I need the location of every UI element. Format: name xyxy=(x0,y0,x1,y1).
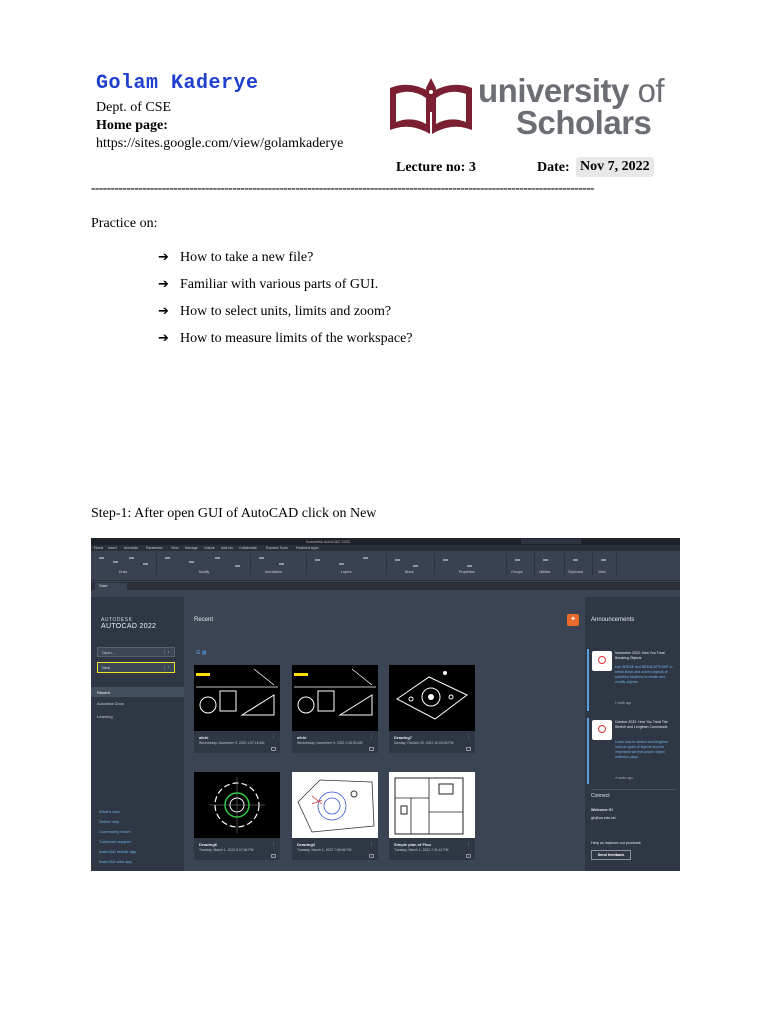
list-item: ➔ Familiar with various parts of GUI. xyxy=(158,277,379,292)
pin-icon[interactable] xyxy=(466,854,471,858)
ribbon-group-utilities[interactable]: Utilities xyxy=(537,553,565,575)
ribbon-group-layers[interactable]: Layers xyxy=(309,553,387,575)
document-tabs xyxy=(91,582,680,590)
date-label: Date: xyxy=(537,160,570,175)
author-name: Golam Kaderye xyxy=(96,72,259,95)
date-value: Nov 7, 2022 xyxy=(576,157,654,177)
logo-scholars-text: Scholars xyxy=(516,104,652,141)
nav-recent[interactable]: Recent xyxy=(91,687,184,697)
department: Dept. of CSE xyxy=(96,100,172,115)
pin-icon[interactable] xyxy=(271,747,276,751)
help-improve-text: Help us improve our products xyxy=(591,841,641,845)
arrow-icon: ➔ xyxy=(158,304,169,319)
file-date: Wednesday, November 9, 2022 1:57:16 AM xyxy=(199,741,265,745)
tab-home[interactable]: Home xyxy=(94,546,104,550)
link-customer-support[interactable]: Customer support xyxy=(99,839,131,844)
more-options-icon[interactable]: ⋮ xyxy=(369,734,374,740)
announcements-heading: Announcements xyxy=(591,617,635,623)
tab-collaborate[interactable]: Collaborate xyxy=(239,546,257,550)
link-whats-new[interactable]: What's new xyxy=(99,809,120,814)
drawing-thumbnail xyxy=(389,772,475,838)
announcements-pane xyxy=(585,597,680,871)
announcement-age: 4 weeks ago xyxy=(615,776,633,780)
autocad-brand: AUTOCAD 2022 xyxy=(101,623,157,630)
file-date: Tuesday, March 1, 2022 7:50:06 PM xyxy=(297,848,352,852)
connect-heading: Connect xyxy=(591,793,610,799)
open-button[interactable]: Open... ▾ xyxy=(97,647,175,657)
announcement-card[interactable] xyxy=(587,649,677,711)
more-options-icon[interactable]: ⋮ xyxy=(369,841,374,847)
arrow-icon: ➔ xyxy=(158,277,169,292)
megaphone-icon[interactable]: ✦ xyxy=(567,614,579,626)
tab-featured-apps[interactable]: Featured Apps xyxy=(296,546,319,550)
send-feedback-button[interactable]: Send feedback xyxy=(591,850,631,860)
file-date: Tuesday, March 1, 2022 8:17:48 PM xyxy=(199,848,254,852)
ribbon-group-block[interactable]: Block xyxy=(389,553,435,575)
announcement-age: 1 week ago xyxy=(615,701,632,705)
tab-output[interactable]: Output xyxy=(204,546,215,550)
tab-annotate[interactable]: Annotate xyxy=(124,546,139,550)
tab-start[interactable]: Start xyxy=(95,583,127,590)
ribbon-group-clipboard[interactable]: Clipboard xyxy=(567,553,593,575)
announcement-card[interactable] xyxy=(587,718,677,784)
tab-insert[interactable]: Insert xyxy=(108,546,117,550)
list-item: ➔ How to measure limits of the workspace? xyxy=(158,331,413,346)
book-pen-icon xyxy=(388,78,474,136)
pin-icon[interactable] xyxy=(369,854,374,858)
practice-list xyxy=(158,250,413,358)
search-box[interactable] xyxy=(521,539,581,544)
homepage-label: Home page: xyxy=(96,118,168,133)
ribbon-group-modify[interactable]: Modify xyxy=(159,553,251,575)
divider xyxy=(591,789,676,790)
link-online-help[interactable]: Online help xyxy=(99,819,120,824)
link-mobile-app[interactable]: AutoCAD mobile app xyxy=(99,849,137,854)
announcement-title: November 2022: How You Treat Breaking Objects xyxy=(615,651,665,660)
lecture-number: Lecture no: 3 xyxy=(396,160,476,175)
more-options-icon[interactable]: ⋮ xyxy=(466,841,471,847)
file-name: Simple plan of Floo xyxy=(394,842,431,847)
university-logo xyxy=(388,74,678,140)
logo-university-text: university of xyxy=(478,72,665,109)
ribbon-group-draw[interactable]: Draw xyxy=(93,553,157,575)
more-options-icon[interactable]: ⋮ xyxy=(466,734,471,740)
drawing-thumbnail xyxy=(194,665,280,731)
nav-learning[interactable]: Learning xyxy=(97,714,113,719)
dashed-divider: -------------------------------------------------------------------------------------------------------------------------------- xyxy=(91,180,594,195)
ribbon-group-annotation[interactable]: Annotation xyxy=(253,553,307,575)
file-date: Tuesday, March 1, 2022 7:31:42 PM xyxy=(394,848,449,852)
file-name: afchi xyxy=(199,735,209,740)
pin-icon[interactable] xyxy=(271,854,276,858)
recent-file-card[interactable] xyxy=(292,665,378,753)
tab-manage[interactable]: Manage xyxy=(185,546,198,550)
file-date: Wednesday, November 9, 2022 1:48:33 AM xyxy=(297,741,363,745)
file-name: Drawing3 xyxy=(297,842,316,847)
more-options-icon[interactable]: ⋮ xyxy=(271,734,276,740)
autocad-screenshot xyxy=(91,538,680,871)
tab-parametric[interactable]: Parametric xyxy=(146,546,163,550)
recent-file-card[interactable] xyxy=(194,665,280,753)
recent-file-card[interactable] xyxy=(389,665,475,753)
arrow-icon: ➔ xyxy=(158,331,169,346)
ribbon-group-groups[interactable]: Groups xyxy=(509,553,535,575)
lightbulb-icon xyxy=(592,720,612,740)
announcement-body[interactable]: Use BREAK and BREAKATPOINT to break linear and curved objects at specified locations to create and modify objects. xyxy=(615,665,673,684)
list-item: ➔ How to select units, limits and zoom? xyxy=(158,304,392,319)
autodesk-brand: AUTODESK xyxy=(101,617,133,623)
ribbon-group-properties[interactable]: Properties xyxy=(437,553,507,575)
tab-express-tools[interactable]: Express Tools xyxy=(266,546,288,550)
step-1-text: Step-1: After open GUI of AutoCAD click on New xyxy=(91,506,377,521)
drawing-thumbnail xyxy=(389,665,475,731)
window-title: Autodesk AutoCAD 2022 xyxy=(306,539,351,544)
chevron-down-icon[interactable]: ▾ xyxy=(164,665,172,670)
view-toggle-icons[interactable]: ☰ ▦ xyxy=(196,650,207,656)
user-email: gk@us.edu.bd xyxy=(591,816,616,820)
announcement-body[interactable]: Learn how to stretch and lengthen various types of objects and the important role that proper object selection plays. xyxy=(615,740,668,759)
practice-heading: Practice on: xyxy=(91,216,158,231)
welcome-text: Welcome G! xyxy=(591,808,613,812)
start-left-pane xyxy=(91,597,184,871)
announcement-title: October 2022: How You Treat The Stretch and Lengthen Commands xyxy=(615,720,668,729)
tab-view[interactable]: View xyxy=(171,546,179,550)
file-date: Sunday, October 30, 2022 10:03:06 PM xyxy=(394,741,454,745)
file-name: afchi xyxy=(297,735,307,740)
chevron-down-icon[interactable]: ▾ xyxy=(164,650,172,655)
title-bar xyxy=(91,538,680,545)
list-item: ➔ How to take a new file? xyxy=(158,250,314,265)
file-name: Drawing6 xyxy=(199,842,218,847)
homepage-url: https://sites.google.com/view/golamkaderye xyxy=(96,136,344,151)
lightbulb-icon xyxy=(592,651,612,671)
recent-file-card[interactable] xyxy=(389,772,475,860)
drawing-thumbnail xyxy=(292,772,378,838)
link-community-forum[interactable]: Community forum xyxy=(99,829,131,834)
more-options-icon[interactable]: ⋮ xyxy=(271,841,276,847)
tab-addins[interactable]: Add-ins xyxy=(221,546,233,550)
recent-file-card[interactable] xyxy=(292,772,378,860)
recent-heading: Recent xyxy=(194,617,214,623)
ribbon-group-view[interactable]: View xyxy=(595,553,617,575)
pin-icon[interactable] xyxy=(369,747,374,751)
nav-autodesk-docs[interactable]: Autodesk Docs xyxy=(97,701,124,706)
drawing-thumbnail xyxy=(292,665,378,731)
recent-file-card[interactable] xyxy=(194,772,280,860)
file-name: Drawing7 xyxy=(394,735,413,740)
link-web-app[interactable]: AutoCAD web app xyxy=(99,859,132,864)
drawing-thumbnail xyxy=(194,772,280,838)
new-button[interactable]: New ▾ xyxy=(97,662,175,673)
ribbon xyxy=(91,551,680,581)
arrow-icon: ➔ xyxy=(158,250,169,265)
pin-icon[interactable] xyxy=(466,747,471,751)
